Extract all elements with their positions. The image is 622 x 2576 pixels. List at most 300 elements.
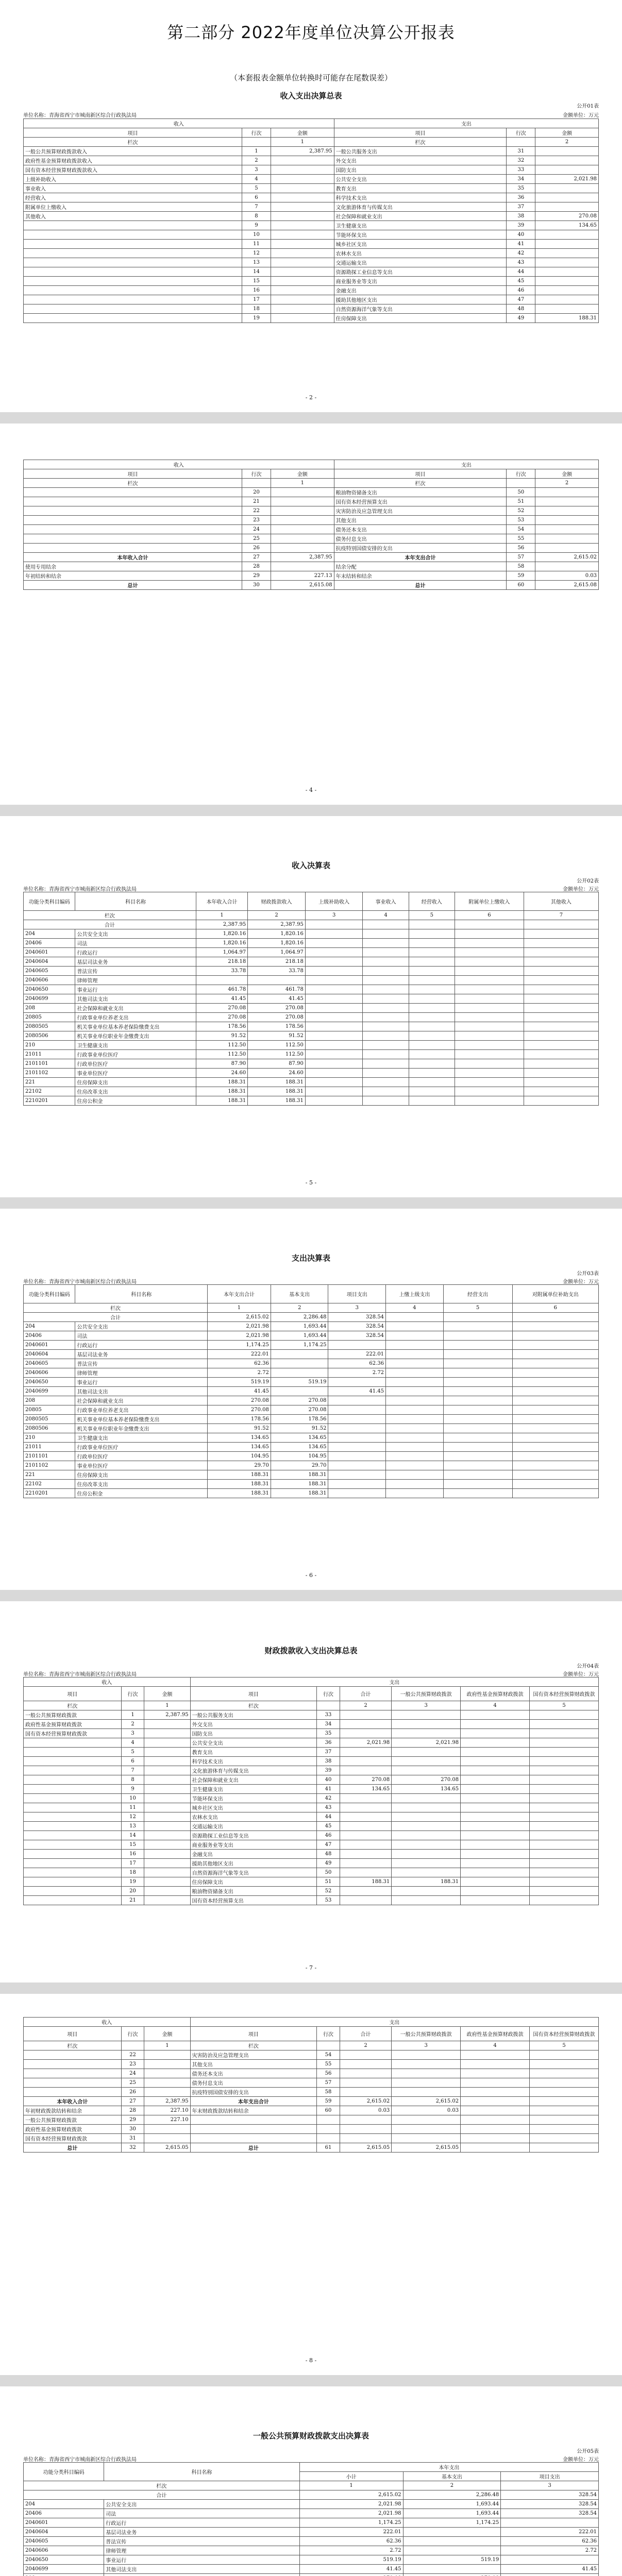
table-row [24, 2537, 599, 2546]
table-row [24, 1766, 599, 1775]
table-cell [461, 1729, 530, 1738]
header-item: 项目 [24, 128, 242, 138]
table-cell [535, 277, 599, 286]
table-cell [461, 1812, 530, 1822]
table-cell: 1,174.25 [299, 2518, 403, 2528]
table-cell [144, 1812, 190, 1822]
table-cell: 2040606 [24, 2546, 104, 2555]
table-cell [392, 1729, 461, 1738]
table-cell [144, 1785, 190, 1794]
table-cell: 14 [242, 267, 271, 277]
page-separator [0, 1197, 622, 1209]
table-cell [305, 948, 363, 957]
table-cell: 188.31 [196, 1078, 247, 1087]
table-cell: 29.70 [271, 1461, 328, 1470]
table-cell [24, 1812, 122, 1822]
table-cell [461, 1748, 530, 1757]
table-cell: 22102 [24, 1087, 75, 1096]
table-cell: 2 [242, 156, 271, 165]
table-cell [24, 534, 242, 544]
table-cell: 节能环保支出 [190, 1794, 317, 1803]
table-cell: 2101101 [24, 1059, 75, 1069]
table-row [24, 258, 599, 267]
table-cell: 25 [242, 534, 271, 544]
table-cell: 2,387.95 [144, 1710, 190, 1720]
table-cell: 41.45 [299, 2565, 403, 2574]
table-cell: 112.50 [248, 1050, 306, 1059]
table-cell [386, 1350, 444, 1359]
table-cell: 1,064.97 [196, 948, 247, 957]
table-cell [455, 1041, 524, 1050]
table-cell [535, 506, 599, 516]
table-cell [24, 2078, 122, 2088]
table-cell: 2040601 [24, 1341, 75, 1350]
table-cell: 2.72 [328, 1368, 386, 1378]
table-row [24, 2050, 599, 2060]
table-cell: 2040604 [24, 2528, 104, 2537]
table-cell [530, 1720, 599, 1729]
table-cell: 41.45 [328, 1387, 386, 1396]
table-cell [409, 1004, 455, 1013]
table-cell [271, 1387, 328, 1396]
table-cell [461, 1822, 530, 1831]
table-cell [530, 1794, 599, 1803]
table-cell [328, 1452, 386, 1461]
table-cell: 自然资源海洋气象等支出 [334, 304, 507, 314]
table-cell [461, 1877, 530, 1887]
table-cell [535, 258, 599, 267]
table-cell: 56 [507, 544, 535, 553]
table-cell [271, 525, 334, 534]
table-row [24, 1443, 599, 1452]
table-cell: 50 [317, 1868, 340, 1877]
page-number: - 6 - [305, 1572, 317, 1579]
table-row [24, 1378, 599, 1387]
table-row [24, 967, 599, 976]
table-cell [340, 1757, 391, 1766]
table-cell: 20 [242, 488, 271, 497]
table-cell [305, 976, 363, 985]
table-row [24, 2060, 599, 2069]
table-cell: 461.78 [248, 985, 306, 994]
table-row [24, 929, 599, 939]
table-cell [24, 506, 242, 516]
table-cell: 26 [242, 544, 271, 553]
table-cell: 188.31 [271, 1489, 328, 1498]
table-cell [530, 1757, 599, 1766]
table-cell: 134.65 [340, 1785, 391, 1794]
table-cell: 债务付息支出 [334, 534, 507, 544]
table-cell [386, 1424, 444, 1433]
table-cell [409, 929, 455, 939]
table-cell [24, 1766, 122, 1775]
table-cell [455, 1059, 524, 1069]
table-cell [305, 957, 363, 967]
table-row [24, 994, 599, 1004]
table-cell: 交通运输支出 [334, 258, 507, 267]
table-cell [512, 1489, 598, 1498]
table-cell [443, 1359, 512, 1368]
table-row [24, 1396, 599, 1405]
table-cell: 9 [242, 221, 271, 230]
table-cell [535, 249, 599, 258]
table-cell [363, 1022, 409, 1031]
table-cell: 48 [317, 1850, 340, 1859]
table-row [24, 286, 599, 295]
table-cell: 住房公积金 [75, 1489, 208, 1498]
table-cell: 37 [317, 1748, 340, 1757]
table-cell: 134.65 [208, 1433, 271, 1443]
table-cell [363, 1004, 409, 1013]
table-row [24, 1341, 599, 1350]
table-cell: 事业运行 [75, 985, 196, 994]
table-cell: 7 [121, 1766, 144, 1775]
table-cell: 事业运行 [104, 2555, 299, 2565]
table-cell: 52 [507, 506, 535, 516]
table-cell: 40 [317, 1775, 340, 1785]
table-cell [461, 1785, 530, 1794]
table-cell: 44 [317, 1812, 340, 1822]
summary-table [23, 118, 599, 323]
page-4 [0, 1209, 622, 1590]
table-cell: 23 [242, 516, 271, 525]
table-cell [530, 1822, 599, 1831]
table-cell: 2,021.98 [340, 1738, 391, 1748]
table-cell: 54 [507, 525, 535, 534]
table-cell: 519.19 [271, 1378, 328, 1387]
table-cell [392, 1710, 461, 1720]
table-cell [24, 286, 242, 295]
table-row [24, 314, 599, 323]
page-separator [0, 2375, 622, 2386]
table-cell: 20406 [24, 2509, 104, 2518]
table-cell [530, 1850, 599, 1859]
table-row [24, 202, 599, 212]
table-cell [24, 314, 242, 323]
table-cell: 行政运行 [104, 2518, 299, 2528]
table-cell [363, 1087, 409, 1096]
table-cell: 司法 [104, 2509, 299, 2518]
table-cell: 外交支出 [334, 156, 507, 165]
table-cell: 39 [317, 1766, 340, 1775]
table-cell: 机关事业单位职业年金缴费支出 [75, 1031, 196, 1041]
table-cell [409, 1069, 455, 1078]
table-row [24, 1887, 599, 1896]
table-cell: 22 [242, 506, 271, 516]
table-cell [392, 1831, 461, 1840]
table-row [24, 1489, 599, 1498]
table-row [24, 1368, 599, 1378]
table-row [24, 1896, 599, 1905]
table-cell: 104.95 [271, 1452, 328, 1461]
table-cell: 270.08 [271, 1405, 328, 1415]
unit-yuan: 金额单位：万元 [563, 1279, 599, 1285]
table-cell [530, 1738, 599, 1748]
table-cell [363, 1069, 409, 1078]
table-cell [24, 267, 242, 277]
page-3 [0, 816, 622, 1197]
table-cell: 270.08 [208, 1405, 271, 1415]
table-cell [328, 1480, 386, 1489]
table-cell [443, 1461, 512, 1470]
table-cell [144, 1877, 190, 1887]
table-cell: 灾害防治及应急管理支出 [190, 2050, 317, 2060]
table-cell: 134.65 [535, 221, 599, 230]
table-title: 财政拨款收入支出决算总表 [264, 1646, 358, 1655]
table-cell: 5 [121, 1748, 144, 1757]
table-cell [271, 497, 334, 506]
table-cell: 222.01 [299, 2528, 403, 2537]
table-cell [24, 525, 242, 534]
table-cell: 134.65 [392, 1785, 461, 1794]
table-cell [530, 1887, 599, 1896]
table-cell [340, 1868, 391, 1877]
table-cell [305, 1050, 363, 1059]
table-cell [403, 2528, 501, 2537]
table-cell [271, 202, 334, 212]
table-row [24, 1069, 599, 1078]
table-cell: 1,693.44 [403, 2500, 501, 2509]
table-cell [524, 1087, 598, 1096]
table-cell: 债务付息支出 [190, 2078, 317, 2088]
table-cell [392, 1748, 461, 1757]
table-cell [512, 1359, 598, 1368]
table-cell [24, 258, 242, 267]
table-cell [535, 240, 599, 249]
table-cell [305, 1013, 363, 1022]
table-cell: 204 [24, 1322, 75, 1331]
table-cell [24, 2088, 122, 2097]
table-cell [363, 929, 409, 939]
table-row [24, 1041, 599, 1050]
table-cell: 2040699 [24, 2565, 104, 2574]
table-cell [455, 1096, 524, 1106]
table-cell [392, 2060, 461, 2069]
table-cell: 1,693.44 [271, 1322, 328, 1331]
table-cell [524, 1013, 598, 1022]
table-row [24, 948, 599, 957]
table-cell [144, 1803, 190, 1812]
table-cell: 44 [507, 267, 535, 277]
table-row [24, 2528, 599, 2537]
table-cell [409, 994, 455, 1004]
table-row [24, 516, 599, 525]
table-cell [271, 267, 334, 277]
table-cell: 270.08 [392, 1775, 461, 1785]
table-cell [144, 1738, 190, 1748]
unit-name: 单位名称：青海省西宁市城南新区综合行政执法局 [23, 1279, 137, 1285]
table-cell [443, 1480, 512, 1489]
table-row: 政府性基金预算财政拨款 30 [24, 2125, 599, 2134]
table-cell: 91.52 [271, 1424, 328, 1433]
table-cell [530, 2050, 599, 2060]
table-cell [386, 1452, 444, 1461]
table-cell: 21 [121, 1896, 144, 1905]
header-income: 收入 [24, 119, 334, 128]
table-cell [530, 1785, 599, 1794]
table-cell [24, 240, 242, 249]
table-cell [144, 2050, 190, 2060]
col-1: 1 [271, 138, 334, 147]
table-cell: 188.31 [196, 1087, 247, 1096]
table-cell: 司法 [75, 1331, 208, 1341]
table-cell: 一般公共服务支出 [190, 1710, 317, 1720]
table-cell [461, 1803, 530, 1812]
table-cell [461, 1831, 530, 1840]
table-cell: 律师管理 [104, 2546, 299, 2555]
table-cell [409, 948, 455, 957]
table-cell [271, 304, 334, 314]
table-cell: 2080506 [24, 1424, 75, 1433]
header-amount: 金额 [271, 128, 334, 138]
table-cell [305, 1096, 363, 1106]
table-cell: 38 [507, 212, 535, 221]
table-cell: 41.45 [248, 994, 306, 1004]
table-cell [461, 1720, 530, 1729]
table-cell: 188.31 [271, 1470, 328, 1480]
table-row [24, 1850, 599, 1859]
table-row [24, 985, 599, 994]
table-cell: 9 [121, 1785, 144, 1794]
table-cell: 41 [317, 1785, 340, 1794]
table-cell [144, 1766, 190, 1775]
table-cell: 21011 [24, 1050, 75, 1059]
table-cell: 6 [121, 1757, 144, 1766]
table-cell [305, 1031, 363, 1041]
table-cell: 机关事业单位职业年金缴费支出 [75, 1424, 208, 1433]
table-cell: 134.65 [208, 1443, 271, 1452]
table-cell: 16 [121, 1850, 144, 1859]
table-cell [340, 1710, 391, 1720]
table-cell: 270.08 [208, 1396, 271, 1405]
table-cell: 39 [507, 221, 535, 230]
table-row [24, 277, 599, 286]
table-row [24, 1720, 599, 1729]
table-cell [386, 1415, 444, 1424]
table-cell [524, 994, 598, 1004]
table-cell: 事业收入 [24, 184, 242, 193]
table-cell [524, 1031, 598, 1041]
table-cell: 19 [121, 1877, 144, 1887]
table-cell [535, 156, 599, 165]
table-cell: 1,820.16 [196, 929, 247, 939]
table-cell: 一般公共预算财政拨款收入 [24, 147, 242, 156]
table-cell [328, 1424, 386, 1433]
table-cell [455, 994, 524, 1004]
table-cell [24, 1831, 122, 1840]
table-cell [299, 2574, 403, 2576]
table-cell: 1,693.44 [271, 1331, 328, 1341]
table-cell [24, 304, 242, 314]
table-row [24, 1387, 599, 1396]
table-cell: 20 [121, 1887, 144, 1896]
table-cell: 188.31 [248, 1096, 306, 1106]
table-row [24, 156, 599, 165]
table-cell: 461.78 [196, 985, 247, 994]
table-cell [340, 1896, 391, 1905]
table-cell [461, 1794, 530, 1803]
table-cell: 事业单位医疗 [75, 1069, 196, 1078]
table-row [24, 488, 599, 497]
table-cell [340, 1812, 391, 1822]
table-cell: 43 [317, 1803, 340, 1812]
table-cell: 222.01 [501, 2528, 599, 2537]
table-cell: 2040605 [24, 967, 75, 976]
table-cell: 基层司法业务 [75, 957, 196, 967]
table-cell [530, 1710, 599, 1720]
table-cell [328, 1396, 386, 1405]
table-cell: 住房保障支出 [190, 1877, 317, 1887]
table-cell [512, 1424, 598, 1433]
table-cell [24, 2069, 122, 2078]
table-cell [386, 1341, 444, 1350]
table-cell [530, 2078, 599, 2088]
table-cell [386, 1378, 444, 1387]
table-cell [271, 175, 334, 184]
table-cell: 金融支出 [190, 1850, 317, 1859]
table-cell: 21 [242, 497, 271, 506]
table-cell [501, 2518, 599, 2528]
table-cell: 41 [507, 240, 535, 249]
table-cell: 23 [121, 2060, 144, 2069]
table-number: 公开02表 [577, 878, 599, 884]
table-cell: 33.78 [248, 967, 306, 976]
table-cell [455, 1031, 524, 1041]
table-cell [461, 1896, 530, 1905]
table-row [24, 497, 599, 506]
table-row [24, 2088, 599, 2097]
table-cell [409, 967, 455, 976]
page-2 [0, 423, 622, 805]
table-cell [455, 967, 524, 976]
table-cell: 2,021.98 [208, 1331, 271, 1341]
table-row [24, 193, 599, 202]
table-cell [305, 994, 363, 1004]
table-cell: 2040604 [24, 1350, 75, 1359]
page-number: - 2 - [305, 394, 317, 401]
table-cell: 交通运输支出 [190, 1822, 317, 1831]
table-cell [455, 948, 524, 957]
table-cell: 1,820.16 [248, 929, 306, 939]
table-cell [386, 1443, 444, 1452]
table-cell: 210 [24, 1433, 75, 1443]
table-cell [340, 1720, 391, 1729]
table-cell: 农林水支出 [334, 249, 507, 258]
table-cell: 91.52 [208, 1424, 271, 1433]
table-cell: 粮油物资储备支出 [334, 488, 507, 497]
table-cell [530, 1766, 599, 1775]
unit-yuan: 金额单位：万元 [563, 887, 599, 892]
table-cell: 基层司法业务 [104, 2528, 299, 2537]
table-cell [386, 1322, 444, 1331]
table-cell: 42 [507, 249, 535, 258]
table-cell [144, 2060, 190, 2069]
table-cell [328, 1489, 386, 1498]
table-cell: 社会保障和就业支出 [75, 1396, 208, 1405]
table-cell: 1,174.25 [403, 2518, 501, 2528]
table-cell [443, 1452, 512, 1461]
table-cell: 47 [317, 1840, 340, 1850]
header-item: 项目 [334, 469, 507, 479]
table-cell: 债务还本支出 [190, 2069, 317, 2078]
table-cell [24, 230, 242, 240]
table-cell: 公共安全支出 [75, 929, 196, 939]
table-row [24, 1470, 599, 1480]
table-cell: 卫生健康支出 [190, 1785, 317, 1794]
table-cell: 20805 [24, 1405, 75, 1415]
table-cell: 62.36 [501, 2537, 599, 2546]
table-cell: 33 [317, 1710, 340, 1720]
